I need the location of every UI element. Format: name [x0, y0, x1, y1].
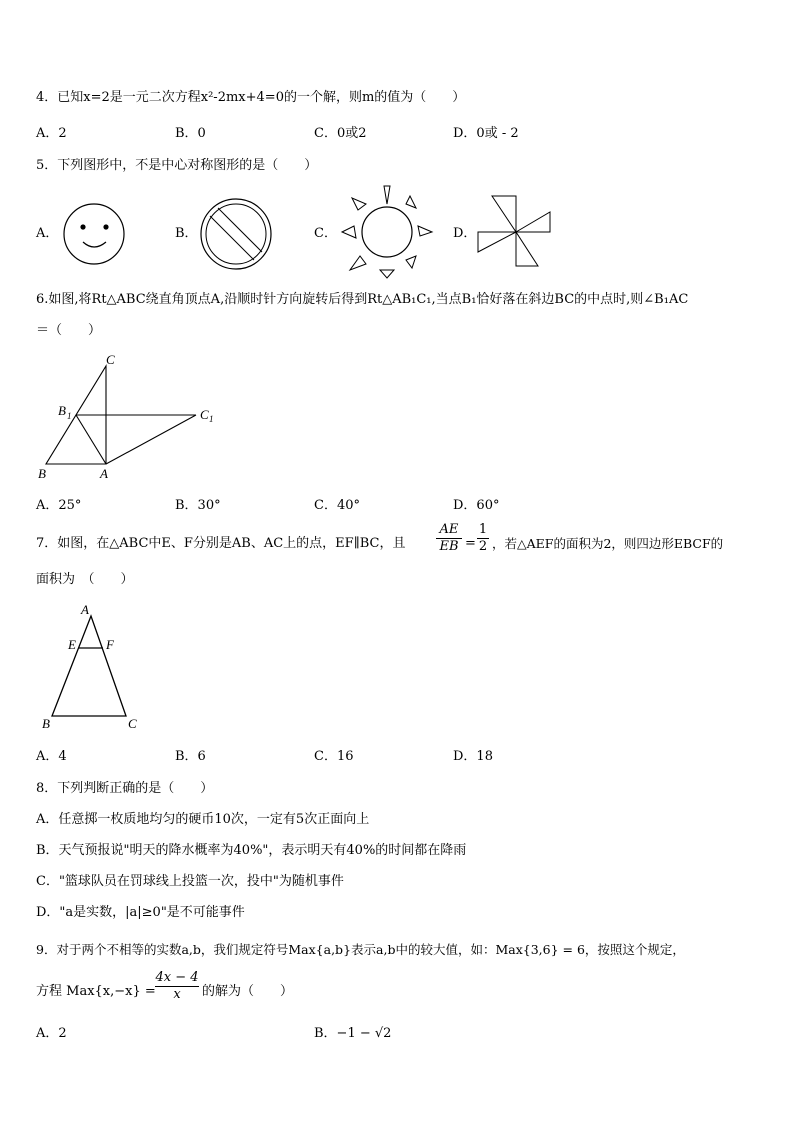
smiley-face-figure: [61, 200, 131, 270]
q8-option-d: D．"a是实数，|a|≥0"是不可能事件: [36, 905, 245, 920]
half-numerator: 1: [478, 522, 488, 537]
q9-frac-numerator: 4x − 4: [155, 970, 199, 985]
q9-option-b: B．−1 − √2: [314, 1026, 392, 1041]
half-denominator: 2: [478, 539, 488, 554]
q6-option-b: B．30°: [175, 498, 221, 513]
q7-option-b: B．6: [175, 749, 206, 764]
q8-option-a: A．任意掷一枚质地均匀的硬币10次，一定有5次正面向上: [36, 812, 370, 827]
q9-frac-denominator: x: [173, 987, 181, 1002]
q7-stem-after: ，若△AEF的面积为2，则四边形EBCF的: [492, 536, 724, 551]
q7-stem-before: 7．如图，在△ABC中E、F分别是AB、AC上的点，EF∥BC，且: [36, 536, 406, 551]
q4-stem: 4．已知x=2是一元二次方程x²-2mx+4=0的一个解，则m的值为（ ）: [36, 90, 466, 105]
q7-stem-line2: 面积为 （ ）: [36, 572, 134, 587]
trapezoid-triangle-figure: [36, 602, 146, 732]
q7-option-a: A．4: [36, 749, 67, 764]
q5-option-c: C．: [314, 226, 337, 241]
q5-stem: 5．下列图形中，不是中心对称图形的是（ ）: [36, 158, 318, 173]
q9-stem-suffix: 的解为（ ）: [202, 984, 294, 999]
label-c: C: [128, 716, 137, 731]
q7-equals: =: [465, 536, 476, 551]
label-c1: C: [200, 407, 209, 422]
q5-option-d: D．: [453, 226, 477, 241]
q6-option-d: D．60°: [453, 498, 500, 513]
q8-option-c: C．"篮球队员在罚球线上投篮一次，投中"为随机事件: [36, 874, 344, 889]
q5-option-b: B．: [175, 226, 198, 241]
q5-option-a: A．: [36, 226, 59, 241]
q9-fraction: [155, 970, 199, 1003]
q4-option-c: C．0或2: [314, 126, 367, 141]
label-b1: B: [58, 403, 66, 418]
q6-stem-line2: ＝（ ）: [36, 323, 102, 338]
label-c: C: [106, 352, 115, 367]
q7-fraction-half: [477, 522, 489, 555]
q4-option-d: D．0或 - 2: [453, 126, 519, 141]
q9-stem-line1: 9．对于两个不相等的实数a,b，我们规定符号Max{a,b}表示a,b中的较大值，如：Max{3,6} = 6，按照这个规定，: [36, 942, 685, 957]
q9-option-a: A．2: [36, 1026, 67, 1041]
q6-option-c: C．40°: [314, 498, 360, 513]
q7-fraction-ae-eb: [436, 522, 462, 555]
circle-band-figure: [198, 196, 274, 272]
sun-figure: [336, 184, 438, 280]
frac-denominator: EB: [439, 539, 459, 554]
label-a: A: [100, 466, 108, 481]
pinwheel-figure: [474, 190, 556, 272]
rotated-triangle-figure: [36, 352, 226, 482]
label-f: F: [106, 637, 114, 652]
q4-option-a: A．2: [36, 126, 67, 141]
label-b: B: [42, 716, 50, 731]
q7-option-d: D．18: [453, 749, 493, 764]
label-c1-sub: 1: [209, 414, 214, 424]
label-b1-sub: 1: [67, 411, 72, 421]
q6-option-a: A．25°: [36, 498, 82, 513]
q8-stem: 8．下列判断正确的是（ ）: [36, 781, 214, 796]
q4-option-b: B．0: [175, 126, 206, 141]
label-e: E: [68, 637, 76, 652]
label-b: B: [38, 466, 46, 481]
q8-option-b: B．天气预报说"明天的降水概率为40%"，表示明天有40%的时间都在降雨: [36, 843, 467, 858]
label-a: A: [81, 602, 89, 617]
q6-stem-line1: 6.如图,将Rt△ABC绕直角顶点A,沿顺时针方向旋转后得到Rt△AB₁C₁,当点B₁恰好落在斜边BC的中点时,则∠B₁AC: [36, 292, 689, 307]
q9-stem-prefix: 方程 Max{x,−x} =: [36, 984, 156, 999]
frac-numerator: AE: [436, 522, 462, 539]
q7-option-c: C．16: [314, 749, 354, 764]
